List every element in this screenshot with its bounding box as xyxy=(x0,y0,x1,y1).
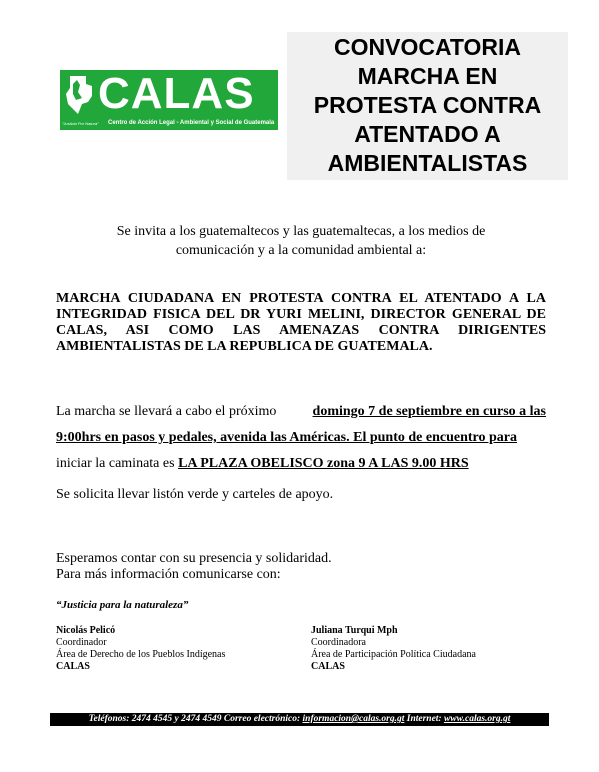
march-line xyxy=(56,451,546,477)
signatory-area: Área de Derecho de los Pueblos Indígenas xyxy=(56,649,226,660)
signatory-name: Nicolás Pelicó xyxy=(56,625,116,636)
announcement-line: AMBIENTALISTAS DE LA REPUBLICA DE GUATEMALA. xyxy=(56,339,433,354)
march-text: La marcha se llevará a cabo el próximo xyxy=(56,404,277,419)
announcement-line: MARCHA CIUDADANA EN PROTESTA CONTRA EL ATENTADO A LA xyxy=(56,291,546,306)
signatory-role: Coordinador xyxy=(56,637,107,648)
signatory-org: CALAS xyxy=(56,661,90,672)
title-box xyxy=(287,32,568,180)
request-text: Se solicita llevar listón verde y carteles de apoyo. xyxy=(56,487,334,502)
closing-line: Para más información comunicarse con: xyxy=(56,567,281,582)
title-line: ATENTADO A xyxy=(354,121,501,147)
intro-line: comunicación y a la comunidad ambiental a: xyxy=(175,243,427,258)
title-line: PROTESTA CONTRA xyxy=(313,92,542,118)
closing-paragraph xyxy=(56,551,546,583)
march-line xyxy=(56,399,546,425)
footer-email-link[interactable]: informacion@calas.org.gt xyxy=(302,714,405,724)
march-date: domingo 7 de septiembre en curso a las xyxy=(312,404,546,419)
signatory-block xyxy=(56,625,225,673)
signatory-block xyxy=(311,625,476,673)
contact-footer xyxy=(50,713,549,726)
logo-motto: "Justicia Por Natura" xyxy=(62,121,99,126)
motto-text: “Justicia para la naturaleza” xyxy=(56,599,189,611)
footer-phones: Teléfonos: 2474 4545 y 2474 4549 Correo electrónico: xyxy=(88,714,303,724)
title-line: AMBIENTALISTAS xyxy=(327,150,528,176)
announcement-line: INTEGRIDAD FISICA DEL DR YURI MELINI, DIRECTOR GENERAL DE xyxy=(56,307,546,322)
signatory-area: Área de Participación Política Ciudadana xyxy=(311,649,476,660)
title-line: MARCHA EN xyxy=(357,63,498,89)
announcement-paragraph xyxy=(56,291,546,355)
march-meeting-point: LA PLAZA OBELISCO zona 9 A LAS 9.00 HRS xyxy=(178,456,469,471)
footer-web-label: Internet: xyxy=(404,714,444,724)
calas-logo xyxy=(60,70,278,130)
signatory-name: Juliana Turqui Mph xyxy=(311,625,398,636)
logo-subtitle: Centro de Acción Legal - Ambiental y Social de Guatemala xyxy=(108,120,275,126)
footer-web-link[interactable]: www.calas.org.gt xyxy=(443,714,511,724)
logo-name: CALAS xyxy=(98,69,255,118)
announcement-line: CALAS, ASI COMO LAS AMENAZAS CONTRA DIRIGENTES xyxy=(56,323,546,338)
march-text: iniciar la caminata es xyxy=(56,456,179,471)
signatory-role: Coordinadora xyxy=(311,637,366,648)
march-route: 9:00hrs en pasos y pedales, avenida las Américas. El punto de encuentro para xyxy=(56,430,517,445)
intro-line: Se invita a los guatemaltecos y las guatemaltecas, a los medios de xyxy=(116,224,486,239)
signatory-org: CALAS xyxy=(311,661,345,672)
guatemala-map-icon xyxy=(64,74,94,116)
march-line xyxy=(56,425,546,451)
closing-line: Esperamos contar con su presencia y solidaridad. xyxy=(56,551,332,566)
march-details xyxy=(56,399,546,477)
title-line: CONVOCATORIA xyxy=(334,34,521,60)
intro-paragraph xyxy=(56,222,546,260)
